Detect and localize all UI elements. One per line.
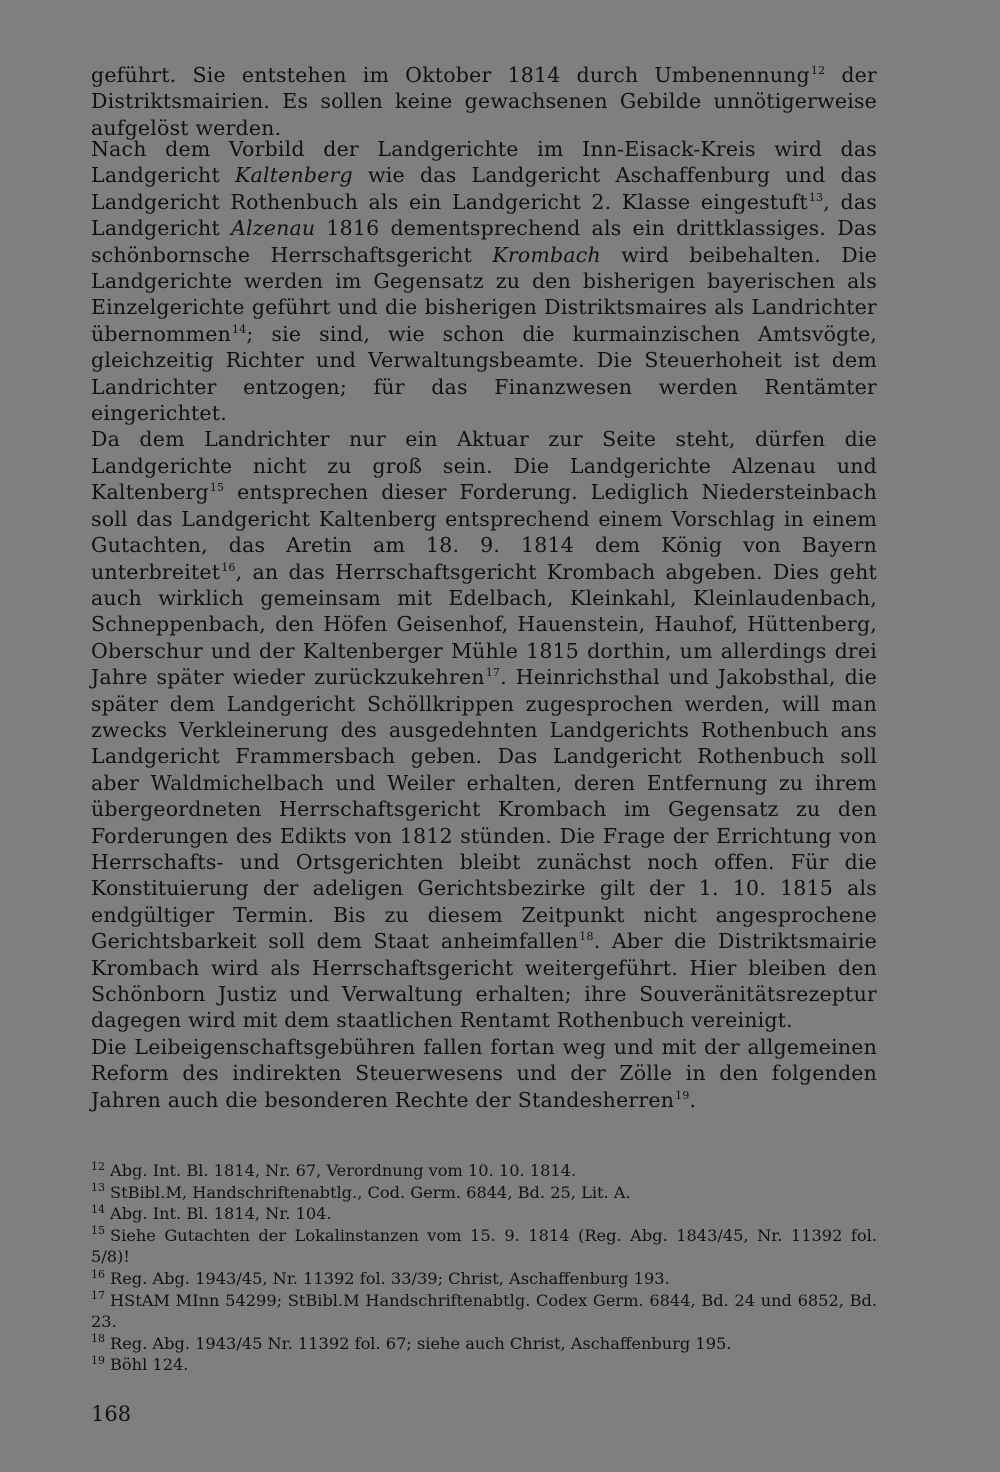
footnote-reference: 14 [232,323,247,337]
footnote-text: Abg. Int. Bl. 1814, Nr. 104. [110,1204,332,1224]
footnote [91,1268,877,1290]
footnotes-section [91,1160,877,1376]
paragraph-text: Nach dem Vorbild der Landgerichte im Inn-Eisack-Kreis wird das Landgericht [91,137,877,188]
footnote-text: HStAM MInn 54299; StBibl.M Handschriftenabtlg. Codex Germ. 6844, Bd. 24 und 6852, Bd. 23. [91,1290,877,1332]
paragraph-text: . Aber die Distriktsmairie Krombach wird als Herrschaftsgericht weitergeführt. Hier bleiben den Schönborn Justiz und Verwaltung erhalten; ihre Souveränitätsrezeptur dagegen wird mit dem staatlichen Rentamt Rothenbuch vereinigt. [91,929,877,1033]
footnote [91,1160,877,1182]
footnote [91,1354,877,1376]
body-paragraph [91,426,877,1033]
footnote-reference: 17 [485,666,501,680]
footnote-number: 12 [91,1159,105,1173]
footnote [91,1333,877,1355]
footnote-text: Abg. Int. Bl. 1814, Nr. 67, Verordnung vom 10. 10. 1814. [110,1161,577,1180]
footnote-number: 19 [91,1353,105,1367]
paragraph-text: wird beibehalten. Die Landgerichte werden im Gegensatz zu den bisherigen bayerischen als Einzelgerichte geführt und die bisherigen Distriktsmaires als Landrichter übernommen [91,242,877,346]
footnote-number: 13 [91,1181,105,1195]
footnote-reference: 18 [579,930,594,944]
footnote-reference: 12 [810,64,826,78]
paragraph-text: , das Landgericht [91,189,877,241]
footnote [91,1290,877,1333]
body-paragraph [91,1034,877,1113]
page-number: 168 [91,1402,132,1426]
continued-paragraph-text: geführt. Sie entstehen im Oktober 1814 durch Umbenennung [91,63,810,87]
footnote-text: Reg. Abg. 1943/45, Nr. 11392 fol. 33/39; Christ, Aschaffenburg 193. [110,1268,670,1288]
paragraph-text: . Heinrichsthal und Jakobsthal, die später dem Landgericht Schöllkrippen zugesprochen werden, will man zwecks Verkleinerung des ausgedehnten Landgerichts Rothenbuch ans Landgericht Frammersbach geben. Das Landgericht Rothenbuch soll aber Waldmichelbach und Weiler erhalten, deren Entfernung zu ihrem übergeordneten Herrschaftsgericht Krombach im Gegensatz zu den Forderungen des Edikts von 1812 stünden. Die Frage der Errichtung von Herrschafts- und Ortsgerichten bleibt zunächst noch offen. Für die Konstituierung der adeligen Gerichtsbezirke gilt der 1. 10. 1815 als endgültiger Termin. Bis zu diesem Zeitpunkt nicht angesprochene Gerichtsbarkeit soll dem Staat anheimfallen [91,665,877,954]
footnote-reference: 19 [675,1088,690,1102]
paragraph-text: ; sie sind, wie schon die kurmainzischen Amtsvögte, gleichzeitig Richter und Verwaltungsbeamte. Die Steuerhoheit ist dem Landrichter entzogen; für das Finanzwesen werden Rentämter eingerichtet. [91,321,877,426]
italic-place-name: Krombach [492,242,601,267]
footnote-number: 15 [91,1224,105,1238]
footnote-reference: 13 [808,190,824,204]
paragraph-text: . [689,1087,697,1112]
paragraph-text: , an das Herrschaftsgericht Krombach abgeben. Dies geht auch wirklich gemeinsam mit Edelbach, Kleinkahl, Kleinlaudenbach, Schneppenbach, den Höfen Geisenhof, Hauenstein, Hauhof, Hüttenberg, Oberschur und der Kaltenberger Mühle 1815 dorthin, um allerdings drei Jahre später wieder zurückzukehren [91,559,877,690]
paragraph-text: wie das Landgericht Aschaffenburg und das Landgericht Rothenbuch als ein Landgericht 2. Klasse eingestuft [91,163,877,214]
footnote-reference: 16 [221,560,236,574]
footnote-text: Siehe Gutachten der Lokalinstanzen vom 15. 9. 1814 (Reg. Abg. 1843/45, Nr. 11392 fol. 5/8)! [91,1225,877,1267]
footnote-number: 14 [91,1202,105,1216]
footnote-number: 16 [91,1267,105,1281]
continued-paragraph [91,62,877,141]
continued-paragraph-tail: der Distriktsmairien. Es sollen keine gewachsenen Gebilde unnötigerweise aufgelöst werden. [91,63,877,140]
footnote [91,1203,877,1225]
footnote-number: 18 [91,1332,105,1346]
italic-place-name: Kaltenberg [235,163,353,188]
paragraph-text: Da dem Landrichter nur ein Aktuar zur Seite steht, dürfen die Landgerichte nicht zu groß sein. Die Landgerichte Alzenau und Kaltenberg [91,427,877,505]
footnote-number: 17 [91,1289,105,1303]
body-paragraph [91,136,877,426]
footnote-text: StBibl.M, Handschriftenabtlg., Cod. Germ. 6844, Bd. 25, Lit. A. [110,1182,631,1202]
footnote-reference: 15 [209,481,225,495]
footnote [91,1182,877,1204]
italic-place-name: Alzenau [230,216,316,241]
paragraph-text: Die Leibeigenschaftsgebühren fallen fortan weg und mit der allgemeinen Reform des indirekten Steuerwesens und der Zölle in den folgenden Jahren auch die besonderen Rechte der Standesherren [91,1034,877,1112]
paragraph-text: 1816 dementsprechend als ein drittklassiges. Das schönbornsche Herrschaftsgericht [91,216,877,267]
main-body-text [91,136,877,1113]
footnote-text: Böhl 124. [110,1355,189,1375]
paragraph-text: entsprechen dieser Forderung. Lediglich Niedersteinbach soll das Landgericht Kaltenberg entsprechend einem Vorschlag in einem Gutachten, das Aretin am 18. 9. 1814 dem König von Bayern unterbreitet [91,480,877,584]
footnote-text: Reg. Abg. 1943/45 Nr. 11392 fol. 67; siehe auch Christ, Aschaffenburg 195. [110,1333,732,1353]
footnote [91,1225,877,1268]
